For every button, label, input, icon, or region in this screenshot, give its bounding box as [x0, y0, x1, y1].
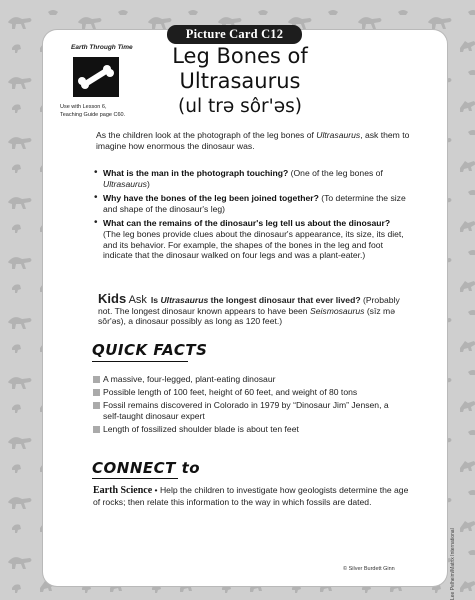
- title-line-1: Leg Bones of: [172, 44, 308, 68]
- kids-ask-section: [98, 291, 408, 327]
- pronunciation: (ul trə sôr'əs): [178, 96, 302, 117]
- fact-item: [93, 424, 403, 435]
- kids-badge: Kids: [98, 291, 127, 306]
- answer-end: ): [146, 178, 150, 189]
- bone-icon: [73, 57, 119, 97]
- question-text: What can the remains of the dinosaur's leg tell us about the dinosaur?: [103, 218, 391, 229]
- ask-label: Ask: [128, 294, 147, 306]
- fact-text: Possible length of 100 feet, height of 60 feet, and weight of 80 tons: [103, 387, 358, 398]
- series-label: Earth Through Time: [71, 44, 133, 51]
- card-number-tab: Picture Card C12: [167, 25, 302, 44]
- quick-facts-heading: QUICK FACTS: [92, 341, 208, 359]
- heading-underline: [92, 361, 188, 362]
- quick-facts-list: [93, 374, 403, 437]
- answer-text: (The leg bones provide clues about the dinosaur's appearance, its size, its diet, and its behavior. For example, the shapes of the bones in the leg and foot indicate that the dinosaur walked on four legs and was a plant-eater.): [103, 228, 404, 261]
- kids-question-start: Is: [150, 295, 161, 305]
- question-item: [96, 218, 410, 260]
- answer-text: (One of the leg bones of: [288, 168, 383, 178]
- kids-question-italic: Ultrasaurus: [160, 295, 209, 305]
- intro-text-end: , ask them to imagine how enormous the dinosaur was.: [96, 130, 410, 151]
- title-line-2: Ultrasaurus: [179, 69, 301, 93]
- intro-paragraph: [96, 130, 410, 151]
- square-bullet-icon: [93, 376, 100, 383]
- kids-answer-italic: Seismosaurus: [309, 305, 365, 316]
- answer-text: (To determine the size and shape of the dinosaur's leg): [103, 193, 406, 214]
- photo-credit: Lee Pelheim/Matrix International: [450, 528, 456, 600]
- connect-heading: CONNECT to: [92, 459, 201, 477]
- connect-section: [93, 485, 413, 507]
- question-item: [96, 193, 410, 214]
- question-text: What is the man in the photograph touching?: [103, 168, 289, 178]
- intro-text: As the children look at the photograph of the leg bones of: [96, 130, 317, 140]
- fact-text: Fossil remains discovered in Colorado in 1979 by “Dinosaur Jim” Jensen, a self-taught dinosaur expert: [103, 400, 389, 421]
- copyright: © Silver Burdett Ginn: [343, 566, 395, 572]
- heading-underline: [92, 478, 178, 479]
- fact-item: [93, 400, 403, 421]
- bullet-icon: •: [94, 192, 98, 204]
- fact-text: Length of fossilized shoulder blade is about ten feet: [103, 423, 299, 434]
- bullet-icon: •: [94, 217, 98, 229]
- fact-item: [93, 374, 403, 385]
- lesson-line: Use with Lesson 6,: [60, 104, 107, 110]
- question-text: Why have the bones of the leg been joined together?: [103, 193, 319, 204]
- subject-label: Earth Science: [93, 485, 153, 496]
- guide-line: Teaching Guide page C60.: [60, 112, 126, 118]
- subject-bullet: •: [154, 485, 158, 495]
- kids-question-end: the longest dinosaur that ever lived?: [208, 295, 361, 305]
- fact-text: A massive, four-legged, plant-eating dinosaur: [103, 374, 276, 384]
- kids-answer: (Probably not. The longest dinosaur known appears to have been: [98, 295, 400, 316]
- fact-item: [93, 387, 403, 398]
- question-list: [96, 168, 410, 265]
- bullet-icon: •: [94, 167, 98, 178]
- square-bullet-icon: [93, 389, 100, 396]
- intro-italic: Ultrasaurus: [316, 130, 361, 140]
- question-item: [96, 168, 410, 189]
- kids-answer-end: (sīz mə sôr'əs), a dinosaur possibly as long as 120 feet.): [98, 305, 395, 327]
- page-title: [130, 44, 350, 94]
- square-bullet-icon: [93, 402, 100, 409]
- connect-text: Help the children to investigate how geologists determine the age of rocks; then relate this information to the way in which fossils are dated.: [93, 485, 409, 507]
- answer-italic: Ultrasaurus: [103, 178, 147, 189]
- square-bullet-icon: [93, 426, 100, 433]
